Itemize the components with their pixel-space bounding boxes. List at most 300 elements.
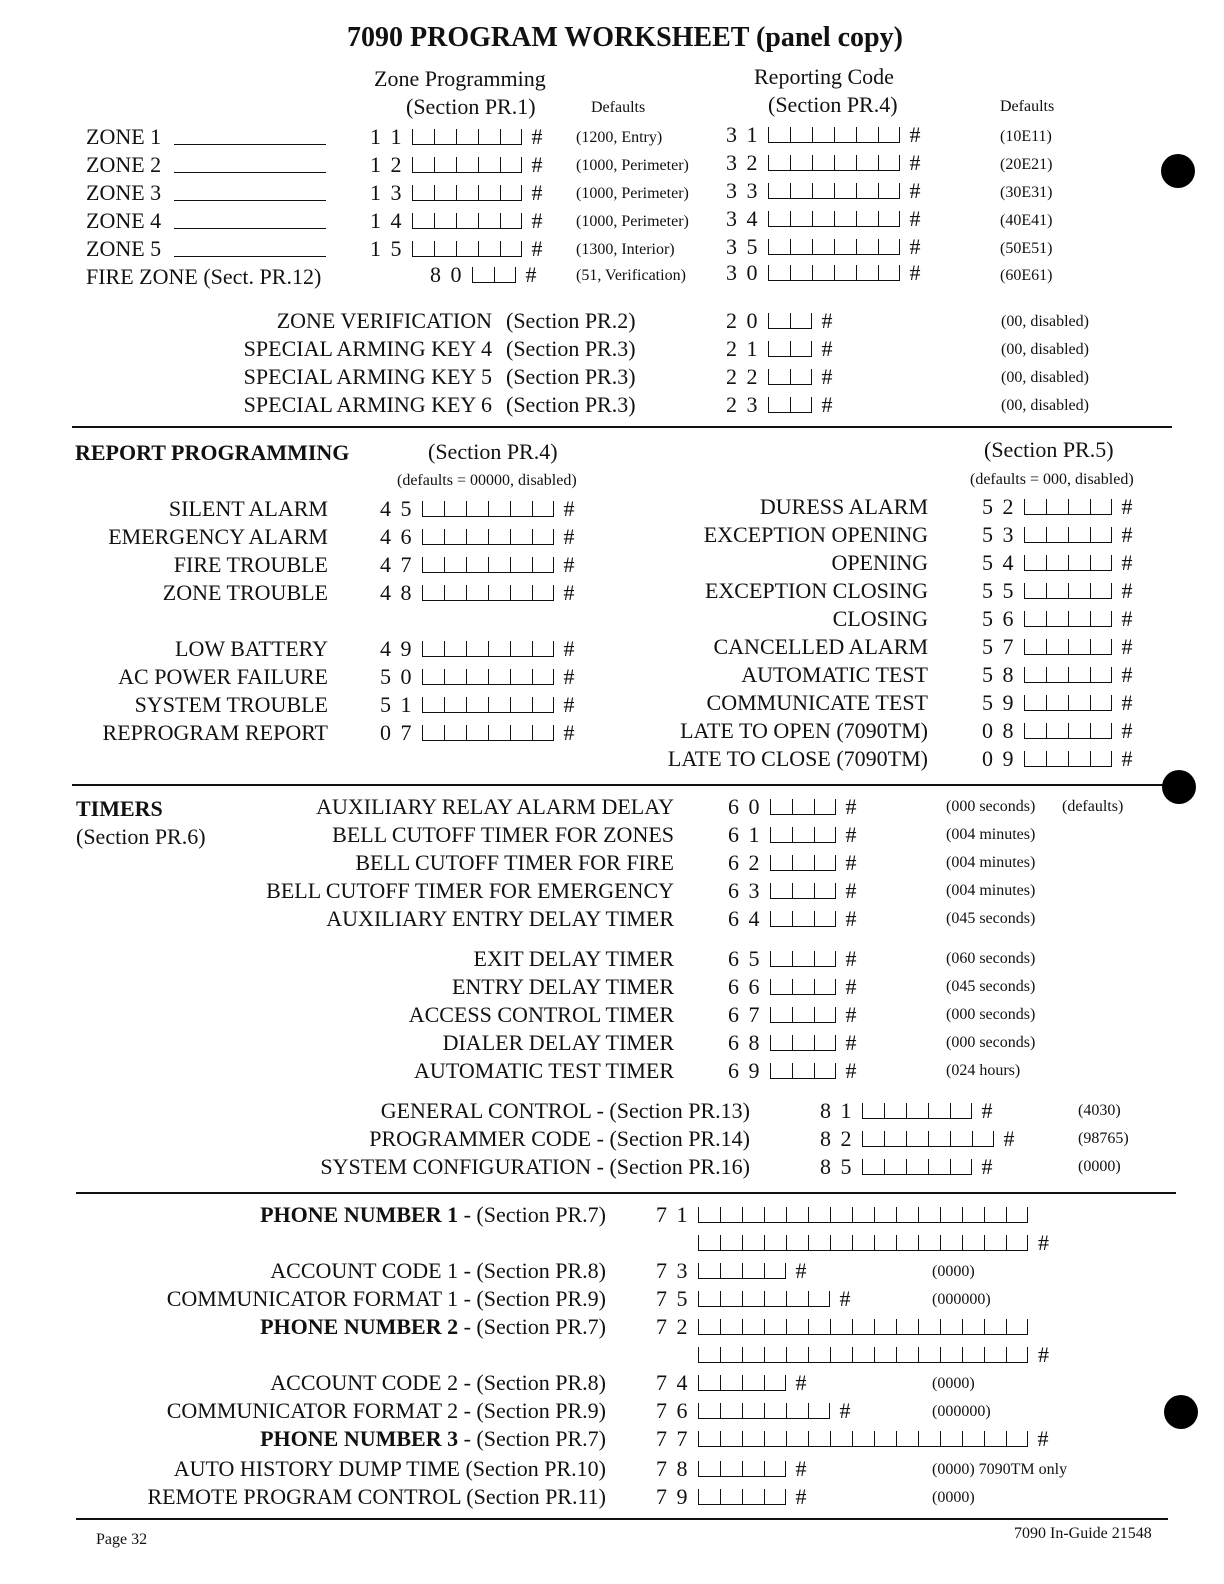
digit-box[interactable]	[1046, 751, 1068, 767]
digit-box[interactable]	[488, 557, 510, 573]
digit-box[interactable]	[918, 1319, 940, 1335]
digit-entry-boxes[interactable]	[770, 827, 836, 843]
digit-box[interactable]	[770, 951, 792, 967]
digit-entry-boxes[interactable]	[412, 213, 522, 229]
digit-entry-boxes[interactable]	[768, 127, 900, 143]
digit-box[interactable]	[786, 1291, 808, 1307]
digit-box[interactable]	[1090, 751, 1112, 767]
digit-box[interactable]	[720, 1347, 742, 1363]
digit-box[interactable]	[698, 1375, 720, 1391]
digit-box[interactable]	[852, 1319, 874, 1335]
zone-name-blank[interactable]	[174, 172, 326, 173]
digit-box[interactable]	[698, 1319, 720, 1335]
digit-box[interactable]	[510, 669, 532, 685]
digit-box[interactable]	[764, 1403, 786, 1419]
digit-box[interactable]	[862, 1103, 884, 1119]
digit-box[interactable]	[984, 1431, 1006, 1447]
digit-box[interactable]	[918, 1207, 940, 1223]
digit-box[interactable]	[834, 239, 856, 255]
digit-box[interactable]	[478, 157, 500, 173]
digit-box[interactable]	[770, 979, 792, 995]
digit-box[interactable]	[720, 1207, 742, 1223]
digit-box[interactable]	[422, 669, 444, 685]
digit-box[interactable]	[972, 1131, 994, 1147]
digit-box[interactable]	[856, 183, 878, 199]
digit-box[interactable]	[1046, 723, 1068, 739]
digit-entry-boxes[interactable]	[862, 1131, 994, 1147]
digit-entry-boxes[interactable]	[770, 799, 836, 815]
digit-box[interactable]	[1090, 695, 1112, 711]
digit-box[interactable]	[962, 1319, 984, 1335]
digit-box[interactable]	[412, 213, 434, 229]
digit-box[interactable]	[984, 1235, 1006, 1251]
digit-box[interactable]	[792, 1007, 814, 1023]
digit-entry-boxes[interactable]	[1024, 583, 1112, 599]
digit-box[interactable]	[878, 127, 900, 143]
digit-box[interactable]	[770, 1035, 792, 1051]
digit-box[interactable]	[962, 1207, 984, 1223]
digit-entry-boxes[interactable]	[698, 1403, 830, 1419]
digit-box[interactable]	[856, 265, 878, 281]
digit-box[interactable]	[814, 1035, 836, 1051]
digit-box[interactable]	[1068, 639, 1090, 655]
digit-entry-boxes[interactable]	[768, 313, 812, 329]
digit-box[interactable]	[1046, 695, 1068, 711]
digit-box[interactable]	[770, 1063, 792, 1079]
digit-box[interactable]	[770, 855, 792, 871]
digit-entry-boxes[interactable]	[1024, 639, 1112, 655]
digit-box[interactable]	[790, 397, 812, 413]
digit-entry-boxes[interactable]	[770, 1035, 836, 1051]
digit-box[interactable]	[808, 1319, 830, 1335]
digit-box[interactable]	[790, 155, 812, 171]
digit-box[interactable]	[792, 979, 814, 995]
digit-box[interactable]	[862, 1159, 884, 1175]
digit-entry-boxes[interactable]	[412, 129, 522, 145]
digit-box[interactable]	[928, 1131, 950, 1147]
digit-box[interactable]	[830, 1347, 852, 1363]
digit-box[interactable]	[434, 129, 456, 145]
digit-entry-boxes[interactable]	[698, 1431, 1028, 1447]
digit-box[interactable]	[940, 1319, 962, 1335]
digit-box[interactable]	[444, 669, 466, 685]
digit-box[interactable]	[1068, 527, 1090, 543]
digit-box[interactable]	[1024, 555, 1046, 571]
digit-entry-boxes[interactable]	[1024, 499, 1112, 515]
digit-box[interactable]	[1046, 527, 1068, 543]
digit-box[interactable]	[874, 1431, 896, 1447]
digit-box[interactable]	[792, 855, 814, 871]
digit-box[interactable]	[742, 1403, 764, 1419]
digit-box[interactable]	[790, 183, 812, 199]
digit-box[interactable]	[412, 129, 434, 145]
digit-box[interactable]	[764, 1235, 786, 1251]
digit-box[interactable]	[874, 1235, 896, 1251]
digit-box[interactable]	[808, 1431, 830, 1447]
digit-box[interactable]	[764, 1207, 786, 1223]
digit-box[interactable]	[884, 1103, 906, 1119]
digit-box[interactable]	[814, 979, 836, 995]
digit-box[interactable]	[720, 1461, 742, 1477]
digit-box[interactable]	[790, 127, 812, 143]
digit-box[interactable]	[1068, 695, 1090, 711]
digit-entry-boxes[interactable]	[768, 211, 900, 227]
digit-box[interactable]	[478, 213, 500, 229]
digit-box[interactable]	[1068, 611, 1090, 627]
digit-box[interactable]	[814, 883, 836, 899]
digit-entry-boxes[interactable]	[768, 341, 812, 357]
digit-box[interactable]	[510, 725, 532, 741]
digit-box[interactable]	[1090, 723, 1112, 739]
digit-box[interactable]	[896, 1319, 918, 1335]
digit-box[interactable]	[1068, 723, 1090, 739]
digit-entry-boxes[interactable]	[412, 241, 522, 257]
digit-box[interactable]	[456, 129, 478, 145]
digit-box[interactable]	[812, 239, 834, 255]
digit-box[interactable]	[940, 1431, 962, 1447]
digit-entry-boxes[interactable]	[422, 529, 554, 545]
digit-box[interactable]	[792, 799, 814, 815]
digit-box[interactable]	[928, 1103, 950, 1119]
digit-entry-boxes[interactable]	[422, 557, 554, 573]
digit-box[interactable]	[1046, 611, 1068, 627]
digit-box[interactable]	[852, 1207, 874, 1223]
digit-box[interactable]	[742, 1207, 764, 1223]
digit-box[interactable]	[488, 697, 510, 713]
digit-box[interactable]	[940, 1235, 962, 1251]
digit-entry-boxes[interactable]	[770, 951, 836, 967]
digit-box[interactable]	[466, 641, 488, 657]
digit-box[interactable]	[698, 1403, 720, 1419]
digit-box[interactable]	[742, 1375, 764, 1391]
digit-box[interactable]	[466, 725, 488, 741]
digit-box[interactable]	[1090, 499, 1112, 515]
digit-box[interactable]	[764, 1263, 786, 1279]
digit-box[interactable]	[466, 529, 488, 545]
digit-box[interactable]	[768, 211, 790, 227]
digit-box[interactable]	[532, 697, 554, 713]
digit-box[interactable]	[1024, 611, 1046, 627]
digit-box[interactable]	[918, 1235, 940, 1251]
digit-box[interactable]	[1068, 499, 1090, 515]
digit-box[interactable]	[466, 585, 488, 601]
digit-box[interactable]	[768, 265, 790, 281]
digit-entry-boxes[interactable]	[698, 1319, 1028, 1335]
digit-box[interactable]	[720, 1235, 742, 1251]
digit-box[interactable]	[698, 1461, 720, 1477]
digit-box[interactable]	[812, 265, 834, 281]
digit-entry-boxes[interactable]	[768, 155, 900, 171]
digit-entry-boxes[interactable]	[862, 1103, 972, 1119]
digit-box[interactable]	[856, 155, 878, 171]
digit-entry-boxes[interactable]	[770, 1007, 836, 1023]
digit-box[interactable]	[830, 1431, 852, 1447]
digit-box[interactable]	[532, 641, 554, 657]
digit-box[interactable]	[814, 1007, 836, 1023]
digit-box[interactable]	[478, 129, 500, 145]
digit-box[interactable]	[510, 585, 532, 601]
digit-box[interactable]	[510, 697, 532, 713]
digit-box[interactable]	[950, 1131, 972, 1147]
digit-box[interactable]	[444, 529, 466, 545]
digit-box[interactable]	[786, 1319, 808, 1335]
zone-name-blank[interactable]	[174, 256, 326, 257]
digit-entry-boxes[interactable]	[1024, 555, 1112, 571]
digit-box[interactable]	[472, 267, 494, 283]
digit-box[interactable]	[834, 127, 856, 143]
digit-box[interactable]	[444, 725, 466, 741]
digit-box[interactable]	[698, 1431, 720, 1447]
digit-box[interactable]	[742, 1489, 764, 1505]
digit-entry-boxes[interactable]	[770, 911, 836, 927]
zone-name-blank[interactable]	[174, 200, 326, 201]
digit-box[interactable]	[830, 1207, 852, 1223]
digit-box[interactable]	[444, 557, 466, 573]
digit-entry-boxes[interactable]	[770, 979, 836, 995]
digit-box[interactable]	[698, 1235, 720, 1251]
digit-box[interactable]	[720, 1375, 742, 1391]
digit-entry-boxes[interactable]	[1024, 611, 1112, 627]
digit-box[interactable]	[950, 1103, 972, 1119]
digit-entry-boxes[interactable]	[422, 501, 554, 517]
digit-box[interactable]	[466, 669, 488, 685]
digit-box[interactable]	[1090, 667, 1112, 683]
digit-entry-boxes[interactable]	[768, 239, 900, 255]
digit-entry-boxes[interactable]	[698, 1375, 786, 1391]
digit-box[interactable]	[510, 501, 532, 517]
digit-box[interactable]	[466, 557, 488, 573]
digit-box[interactable]	[940, 1347, 962, 1363]
digit-box[interactable]	[768, 341, 790, 357]
digit-box[interactable]	[792, 827, 814, 843]
digit-box[interactable]	[834, 211, 856, 227]
digit-box[interactable]	[792, 883, 814, 899]
digit-entry-boxes[interactable]	[698, 1235, 1028, 1251]
digit-box[interactable]	[878, 239, 900, 255]
digit-entry-boxes[interactable]	[698, 1461, 786, 1477]
digit-box[interactable]	[720, 1403, 742, 1419]
digit-entry-boxes[interactable]	[698, 1489, 786, 1505]
zone-name-blank[interactable]	[174, 228, 326, 229]
digit-box[interactable]	[874, 1207, 896, 1223]
digit-box[interactable]	[742, 1291, 764, 1307]
digit-box[interactable]	[792, 1063, 814, 1079]
digit-box[interactable]	[814, 855, 836, 871]
digit-box[interactable]	[790, 369, 812, 385]
digit-box[interactable]	[1046, 667, 1068, 683]
digit-box[interactable]	[984, 1207, 1006, 1223]
digit-box[interactable]	[1006, 1347, 1028, 1363]
digit-box[interactable]	[488, 725, 510, 741]
digit-box[interactable]	[742, 1347, 764, 1363]
digit-box[interactable]	[1090, 639, 1112, 655]
digit-box[interactable]	[478, 241, 500, 257]
digit-box[interactable]	[1024, 751, 1046, 767]
digit-box[interactable]	[856, 127, 878, 143]
digit-box[interactable]	[422, 697, 444, 713]
digit-box[interactable]	[808, 1347, 830, 1363]
digit-box[interactable]	[412, 157, 434, 173]
digit-box[interactable]	[698, 1291, 720, 1307]
digit-box[interactable]	[422, 641, 444, 657]
digit-entry-boxes[interactable]	[768, 265, 900, 281]
digit-box[interactable]	[790, 211, 812, 227]
digit-box[interactable]	[1090, 611, 1112, 627]
digit-box[interactable]	[768, 397, 790, 413]
digit-box[interactable]	[906, 1159, 928, 1175]
digit-box[interactable]	[532, 529, 554, 545]
digit-box[interactable]	[852, 1431, 874, 1447]
digit-box[interactable]	[896, 1347, 918, 1363]
digit-box[interactable]	[984, 1347, 1006, 1363]
digit-box[interactable]	[768, 239, 790, 255]
digit-box[interactable]	[720, 1319, 742, 1335]
digit-box[interactable]	[412, 185, 434, 201]
digit-entry-boxes[interactable]	[698, 1347, 1028, 1363]
digit-box[interactable]	[770, 911, 792, 927]
digit-box[interactable]	[478, 185, 500, 201]
digit-box[interactable]	[884, 1131, 906, 1147]
digit-box[interactable]	[742, 1319, 764, 1335]
digit-box[interactable]	[834, 265, 856, 281]
digit-box[interactable]	[532, 557, 554, 573]
digit-box[interactable]	[456, 241, 478, 257]
digit-box[interactable]	[814, 1063, 836, 1079]
digit-box[interactable]	[852, 1235, 874, 1251]
digit-box[interactable]	[1068, 555, 1090, 571]
digit-entry-boxes[interactable]	[1024, 527, 1112, 543]
digit-box[interactable]	[834, 155, 856, 171]
digit-box[interactable]	[488, 641, 510, 657]
digit-box[interactable]	[494, 267, 516, 283]
zone-name-blank[interactable]	[174, 144, 326, 145]
digit-box[interactable]	[768, 127, 790, 143]
digit-box[interactable]	[790, 265, 812, 281]
digit-box[interactable]	[1090, 527, 1112, 543]
digit-box[interactable]	[878, 183, 900, 199]
digit-box[interactable]	[1006, 1235, 1028, 1251]
digit-box[interactable]	[532, 725, 554, 741]
digit-box[interactable]	[1024, 499, 1046, 515]
digit-box[interactable]	[500, 185, 522, 201]
digit-entry-boxes[interactable]	[698, 1291, 830, 1307]
digit-box[interactable]	[444, 585, 466, 601]
digit-box[interactable]	[456, 157, 478, 173]
digit-box[interactable]	[1090, 583, 1112, 599]
digit-box[interactable]	[1068, 583, 1090, 599]
digit-box[interactable]	[792, 951, 814, 967]
digit-box[interactable]	[488, 669, 510, 685]
digit-box[interactable]	[764, 1489, 786, 1505]
digit-box[interactable]	[808, 1207, 830, 1223]
digit-box[interactable]	[444, 697, 466, 713]
digit-box[interactable]	[814, 951, 836, 967]
digit-box[interactable]	[764, 1431, 786, 1447]
digit-box[interactable]	[792, 1035, 814, 1051]
digit-box[interactable]	[764, 1461, 786, 1477]
digit-box[interactable]	[1006, 1207, 1028, 1223]
digit-box[interactable]	[808, 1235, 830, 1251]
digit-box[interactable]	[812, 211, 834, 227]
digit-box[interactable]	[434, 157, 456, 173]
digit-box[interactable]	[814, 827, 836, 843]
digit-box[interactable]	[950, 1159, 972, 1175]
digit-box[interactable]	[962, 1235, 984, 1251]
digit-box[interactable]	[786, 1403, 808, 1419]
digit-box[interactable]	[906, 1103, 928, 1119]
digit-box[interactable]	[830, 1235, 852, 1251]
digit-box[interactable]	[768, 183, 790, 199]
digit-box[interactable]	[422, 585, 444, 601]
digit-box[interactable]	[884, 1159, 906, 1175]
digit-box[interactable]	[770, 883, 792, 899]
digit-box[interactable]	[1024, 639, 1046, 655]
digit-box[interactable]	[770, 827, 792, 843]
digit-box[interactable]	[500, 213, 522, 229]
digit-box[interactable]	[1046, 499, 1068, 515]
digit-box[interactable]	[698, 1207, 720, 1223]
digit-box[interactable]	[1068, 667, 1090, 683]
digit-box[interactable]	[928, 1159, 950, 1175]
digit-box[interactable]	[790, 239, 812, 255]
digit-box[interactable]	[434, 241, 456, 257]
digit-box[interactable]	[1006, 1431, 1028, 1447]
digit-box[interactable]	[456, 213, 478, 229]
digit-box[interactable]	[488, 529, 510, 545]
digit-box[interactable]	[962, 1347, 984, 1363]
digit-entry-boxes[interactable]	[768, 369, 812, 385]
digit-box[interactable]	[1024, 723, 1046, 739]
digit-box[interactable]	[786, 1431, 808, 1447]
digit-box[interactable]	[720, 1291, 742, 1307]
digit-box[interactable]	[1068, 751, 1090, 767]
digit-box[interactable]	[808, 1291, 830, 1307]
digit-box[interactable]	[456, 185, 478, 201]
digit-box[interactable]	[1046, 639, 1068, 655]
digit-box[interactable]	[918, 1431, 940, 1447]
digit-box[interactable]	[412, 241, 434, 257]
digit-box[interactable]	[814, 799, 836, 815]
digit-box[interactable]	[768, 313, 790, 329]
digit-entry-boxes[interactable]	[770, 883, 836, 899]
digit-box[interactable]	[830, 1319, 852, 1335]
digit-box[interactable]	[434, 185, 456, 201]
digit-entry-boxes[interactable]	[768, 397, 812, 413]
digit-box[interactable]	[1024, 583, 1046, 599]
digit-box[interactable]	[874, 1319, 896, 1335]
digit-box[interactable]	[698, 1489, 720, 1505]
digit-box[interactable]	[764, 1291, 786, 1307]
digit-entry-boxes[interactable]	[472, 267, 516, 283]
digit-box[interactable]	[812, 127, 834, 143]
digit-box[interactable]	[698, 1263, 720, 1279]
digit-box[interactable]	[698, 1347, 720, 1363]
digit-entry-boxes[interactable]	[422, 725, 554, 741]
digit-box[interactable]	[896, 1235, 918, 1251]
digit-box[interactable]	[768, 369, 790, 385]
digit-box[interactable]	[422, 557, 444, 573]
digit-entry-boxes[interactable]	[412, 157, 522, 173]
digit-box[interactable]	[466, 697, 488, 713]
digit-entry-boxes[interactable]	[422, 585, 554, 601]
digit-box[interactable]	[878, 211, 900, 227]
digit-box[interactable]	[812, 155, 834, 171]
digit-entry-boxes[interactable]	[412, 185, 522, 201]
digit-box[interactable]	[1024, 695, 1046, 711]
digit-box[interactable]	[532, 501, 554, 517]
digit-box[interactable]	[764, 1319, 786, 1335]
digit-box[interactable]	[764, 1375, 786, 1391]
